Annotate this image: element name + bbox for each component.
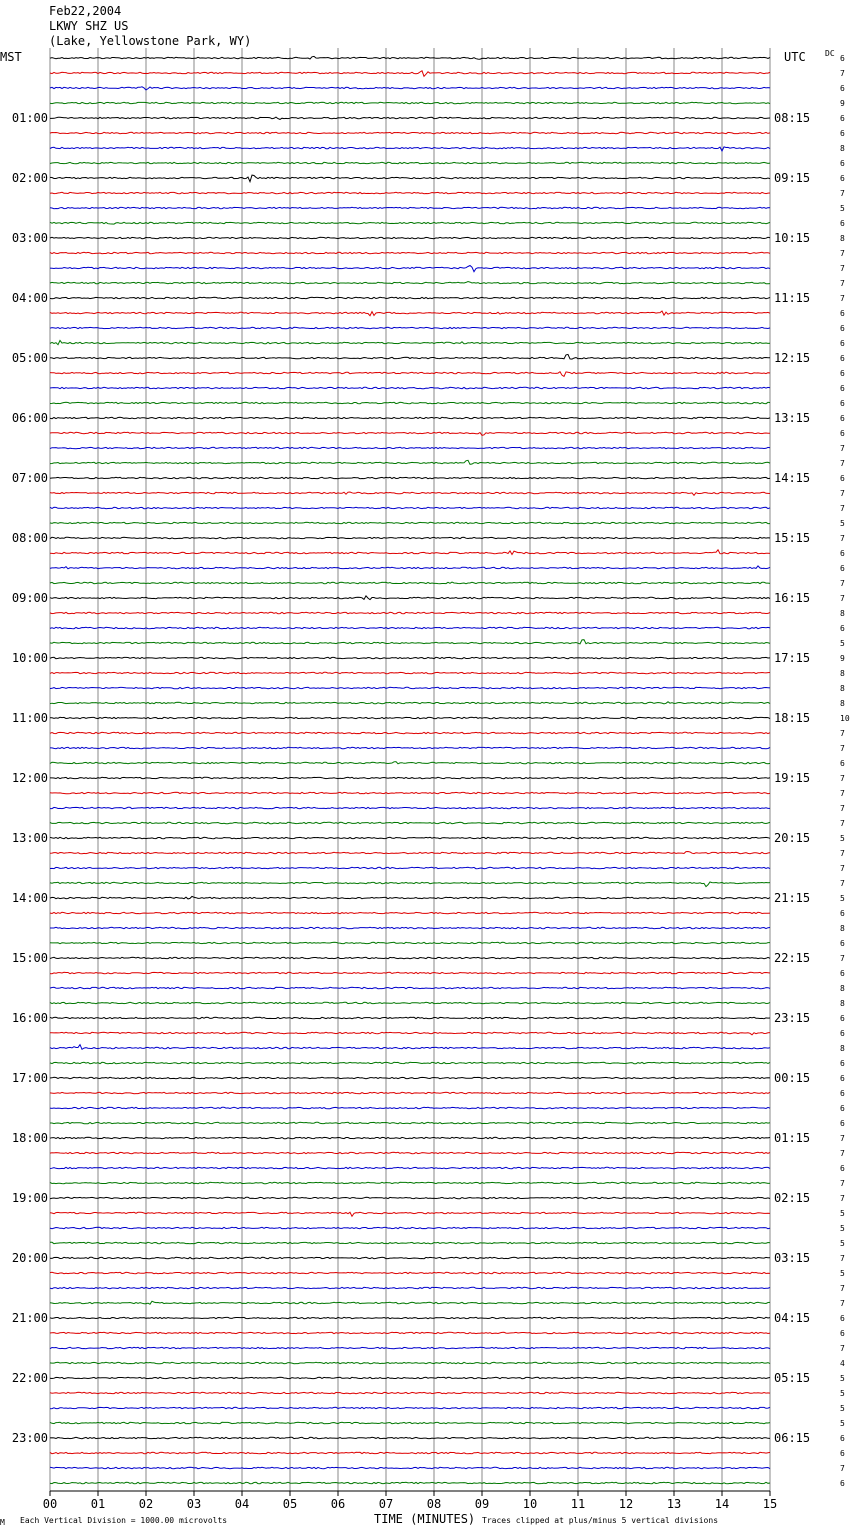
trace-line [50, 732, 770, 733]
dc-value: 7 [840, 744, 845, 753]
dc-value: 6 [840, 1479, 845, 1488]
trace-line [50, 1045, 770, 1050]
trace-line [50, 477, 770, 478]
dc-value: 8 [840, 924, 845, 933]
trace-line [50, 354, 770, 359]
dc-value: 6 [840, 384, 845, 393]
right-hour-label: 09:15 [774, 171, 811, 185]
trace-line [50, 612, 770, 613]
left-hour-label: 04:00 [11, 291, 48, 305]
dc-value: 10 [840, 714, 850, 723]
dc-value: 5 [840, 639, 845, 648]
trace-line [50, 1182, 770, 1183]
trace-line [50, 747, 770, 748]
left-hour-label: 18:00 [11, 1131, 48, 1145]
trace-line [50, 1332, 770, 1333]
left-hour-label: 05:00 [11, 351, 48, 365]
trace-line [50, 1122, 770, 1123]
left-hour-label: 20:00 [11, 1251, 48, 1265]
trace-line [50, 282, 770, 284]
dc-value: 8 [840, 984, 845, 993]
dc-value: 6 [840, 1434, 845, 1443]
dc-value: 7 [840, 864, 845, 873]
right-hour-label: 21:15 [774, 891, 811, 905]
left-hour-label: 22:00 [11, 1371, 48, 1385]
dc-value: 6 [840, 129, 845, 138]
trace-line [50, 311, 770, 316]
x-tick-label: 04 [234, 1497, 250, 1511]
right-hour-label: 22:15 [774, 951, 811, 965]
x-tick-label: 14 [714, 1497, 730, 1511]
clip-note: Traces clipped at plus/minus 5 vertical divisions [482, 1516, 719, 1525]
trace-line [50, 687, 770, 688]
dc-value: 7 [840, 1344, 845, 1353]
dc-value: 4 [840, 1359, 845, 1368]
dc-value: 6 [840, 414, 845, 423]
dc-value: 6 [840, 339, 845, 348]
trace-line [50, 1242, 770, 1243]
dc-value: 7 [840, 1179, 845, 1188]
dc-value: 7 [840, 594, 845, 603]
trace-line [50, 447, 770, 448]
trace-line [50, 927, 770, 928]
x-tick-label: 05 [282, 1497, 298, 1511]
right-hour-label: 08:15 [774, 111, 811, 125]
trace-line [50, 102, 770, 103]
trace-line [50, 822, 770, 823]
dc-value: 7 [840, 69, 845, 78]
dc-value: 5 [840, 1269, 845, 1278]
dc-value: 5 [840, 1374, 845, 1383]
x-tick-label: 15 [762, 1497, 778, 1511]
trace-line [50, 387, 770, 388]
trace-line [50, 792, 770, 793]
right-hour-label: 19:15 [774, 771, 811, 785]
dc-value: 6 [840, 429, 845, 438]
trace-line [50, 807, 770, 808]
dc-value: 6 [840, 1059, 845, 1068]
trace-line [50, 640, 770, 644]
right-hour-label: 03:15 [774, 1251, 811, 1265]
right-hour-label: 02:15 [774, 1191, 811, 1205]
trace-line [50, 1032, 770, 1035]
x-tick-label: 01 [90, 1497, 106, 1511]
dc-value: 7 [840, 504, 845, 513]
trace-line [50, 1347, 770, 1348]
trace-line [50, 56, 770, 59]
x-tick-label: 09 [474, 1497, 490, 1511]
right-hour-label: 04:15 [774, 1311, 811, 1325]
trace-line [50, 1482, 770, 1483]
corner-mark: M [0, 1518, 5, 1527]
dc-value: 7 [840, 789, 845, 798]
trace-line [50, 1287, 770, 1288]
trace-line [50, 1272, 770, 1273]
trace-line [50, 1301, 770, 1304]
right-hour-label: 23:15 [774, 1011, 811, 1025]
trace-line [50, 1137, 770, 1138]
dc-value: 5 [840, 1404, 845, 1413]
dc-value: 7 [840, 729, 845, 738]
trace-line [50, 1317, 770, 1318]
dc-value: 7 [840, 774, 845, 783]
dc-value: 5 [840, 894, 845, 903]
right-hour-label: 10:15 [774, 231, 811, 245]
trace-line [50, 1377, 770, 1378]
left-hour-label: 15:00 [11, 951, 48, 965]
right-hour-label: 01:15 [774, 1131, 811, 1145]
dc-value: 5 [840, 1209, 845, 1218]
trace-line [50, 957, 770, 958]
x-tick-label: 03 [186, 1497, 202, 1511]
trace-line [50, 1077, 770, 1078]
trace-line [50, 1152, 770, 1153]
dc-value: 8 [840, 999, 845, 1008]
dc-value: 7 [840, 534, 845, 543]
trace-line [50, 537, 770, 538]
trace-line [50, 972, 770, 973]
trace-line [50, 1437, 770, 1438]
left-hour-label: 11:00 [11, 711, 48, 725]
trace-line [50, 1212, 770, 1216]
trace-line [50, 896, 770, 899]
dc-value: 6 [840, 1014, 845, 1023]
dc-value: 6 [840, 309, 845, 318]
dc-value: 8 [840, 699, 845, 708]
trace-line [50, 1422, 770, 1423]
trace-line [50, 777, 770, 778]
dc-value: 6 [840, 939, 845, 948]
trace-line [50, 1467, 770, 1468]
trace-line [50, 192, 770, 193]
dc-value: 6 [840, 1089, 845, 1098]
x-tick-label: 13 [666, 1497, 682, 1511]
dc-value: 8 [840, 234, 845, 243]
dc-value: 7 [840, 804, 845, 813]
dc-value: 6 [840, 1314, 845, 1323]
dc-value: 7 [840, 579, 845, 588]
trace-line [50, 1017, 770, 1018]
left-hour-label: 17:00 [11, 1071, 48, 1085]
trace-line [50, 882, 770, 887]
trace-line [50, 1227, 770, 1228]
left-hour-label: 13:00 [11, 831, 48, 845]
trace-line [50, 837, 770, 838]
dc-value: 7 [840, 264, 845, 273]
trace-line [50, 71, 770, 77]
dc-value: 6 [840, 1164, 845, 1173]
trace-line [50, 460, 770, 464]
dc-value: 6 [840, 1329, 845, 1338]
dc-header-label: DC [825, 49, 835, 58]
left-hour-label: 02:00 [11, 171, 48, 185]
trace-line [50, 582, 770, 584]
chart-date: Feb22,2004 [49, 4, 122, 18]
right-timezone-label: UTC [784, 50, 806, 64]
trace-line [50, 507, 770, 508]
trace-line [50, 117, 770, 119]
left-hour-label: 01:00 [11, 111, 48, 125]
right-hour-label: 13:15 [774, 411, 811, 425]
trace-line [50, 1062, 770, 1063]
trace-line [50, 1107, 770, 1108]
right-hour-label: 05:15 [774, 1371, 811, 1385]
x-tick-label: 00 [42, 1497, 58, 1511]
trace-line [50, 87, 770, 90]
x-axis-title: TIME (MINUTES) [374, 1512, 476, 1526]
trace-line [50, 207, 770, 208]
trace-line [50, 1092, 770, 1093]
trace-line [50, 175, 770, 182]
x-tick-label: 06 [330, 1497, 346, 1511]
chart-station: LKWY SHZ US [49, 19, 129, 33]
left-hour-label: 10:00 [11, 651, 48, 665]
dc-value: 8 [840, 609, 845, 618]
trace-line [50, 717, 770, 718]
trace-line [50, 1407, 770, 1408]
right-hour-label: 12:15 [774, 351, 811, 365]
left-hour-label: 12:00 [11, 771, 48, 785]
trace-line [50, 912, 770, 913]
x-tick-label: 10 [522, 1497, 538, 1511]
dc-value: 5 [840, 834, 845, 843]
trace-line [50, 627, 770, 628]
trace-line [50, 492, 770, 495]
trace-line [50, 657, 770, 658]
left-hour-label: 23:00 [11, 1431, 48, 1445]
chart-location: (Lake, Yellowstone Park, WY) [49, 34, 252, 48]
trace-line [50, 297, 770, 298]
dc-value: 5 [840, 204, 845, 213]
trace-line [50, 132, 770, 134]
dc-value: 7 [840, 489, 845, 498]
x-tick-label: 07 [378, 1497, 394, 1511]
trace-line [50, 417, 770, 418]
left-hour-label: 09:00 [11, 591, 48, 605]
dc-value: 7 [840, 1149, 845, 1158]
trace-line [50, 550, 770, 555]
trace-line [50, 1452, 770, 1453]
right-hour-label: 16:15 [774, 591, 811, 605]
dc-value: 6 [840, 1074, 845, 1083]
scale-note: Each Vertical Division = 1000.00 microvolts [20, 1516, 228, 1525]
dc-value: 6 [840, 1449, 845, 1458]
right-hour-label: 20:15 [774, 831, 811, 845]
dc-value: 6 [840, 174, 845, 183]
trace-line [50, 596, 770, 600]
dc-value: 6 [840, 324, 845, 333]
trace-line [50, 266, 770, 272]
dc-value: 6 [840, 369, 845, 378]
dc-value: 6 [840, 909, 845, 918]
left-hour-label: 07:00 [11, 471, 48, 485]
trace-line [50, 852, 770, 854]
dc-value: 9 [840, 99, 845, 108]
trace-line [50, 162, 770, 163]
x-tick-label: 12 [618, 1497, 634, 1511]
dc-value: 6 [840, 564, 845, 573]
dc-value: 6 [840, 1119, 845, 1128]
dc-value: 7 [840, 1254, 845, 1263]
trace-line [50, 987, 770, 988]
dc-value: 7 [840, 279, 845, 288]
trace-line [50, 762, 770, 764]
trace-line [50, 867, 770, 868]
trace-line [50, 147, 770, 151]
left-hour-label: 21:00 [11, 1311, 48, 1325]
dc-value: 7 [840, 1194, 845, 1203]
x-tick-label: 02 [138, 1497, 154, 1511]
trace-line [50, 252, 770, 253]
trace-line [50, 237, 770, 238]
left-hour-label: 16:00 [11, 1011, 48, 1025]
dc-value: 6 [840, 1029, 845, 1038]
left-hour-label: 14:00 [11, 891, 48, 905]
trace-line [50, 1197, 770, 1198]
dc-value: 5 [840, 1239, 845, 1248]
trace-line [50, 402, 770, 403]
dc-value: 8 [840, 1044, 845, 1053]
dc-value: 7 [840, 849, 845, 858]
dc-value: 7 [840, 459, 845, 468]
left-hour-label: 19:00 [11, 1191, 48, 1205]
dc-value: 5 [840, 1389, 845, 1398]
right-hour-label: 15:15 [774, 531, 811, 545]
trace-line [50, 702, 770, 704]
dc-value: 7 [840, 444, 845, 453]
dc-value: 5 [840, 519, 845, 528]
dc-value: 7 [840, 249, 845, 258]
right-hour-label: 00:15 [774, 1071, 811, 1085]
dc-value: 8 [840, 684, 845, 693]
dc-value: 6 [840, 354, 845, 363]
dc-value: 6 [840, 474, 845, 483]
left-hour-label: 03:00 [11, 231, 48, 245]
dc-value: 6 [840, 54, 845, 63]
trace-line [50, 942, 770, 943]
dc-value: 7 [840, 1134, 845, 1143]
dc-value: 6 [840, 1104, 845, 1113]
trace-line [50, 432, 770, 435]
left-hour-label: 06:00 [11, 411, 48, 425]
trace-line [50, 1362, 770, 1363]
left-hour-label: 08:00 [11, 531, 48, 545]
right-hour-label: 14:15 [774, 471, 811, 485]
dc-value: 6 [840, 969, 845, 978]
dc-value: 5 [840, 1419, 845, 1428]
x-tick-label: 08 [426, 1497, 442, 1511]
x-tick-label: 11 [570, 1497, 586, 1511]
trace-line [50, 566, 770, 569]
left-timezone-label: MST [0, 50, 22, 64]
dc-value: 7 [840, 954, 845, 963]
trace-line [50, 1002, 770, 1003]
dc-value: 7 [840, 819, 845, 828]
trace-line [50, 1257, 770, 1258]
dc-value: 7 [840, 1464, 845, 1473]
trace-line [50, 327, 770, 328]
dc-value: 7 [840, 879, 845, 888]
trace-line [50, 372, 770, 377]
dc-value: 6 [840, 624, 845, 633]
dc-value: 6 [840, 549, 845, 558]
right-hour-label: 06:15 [774, 1431, 811, 1445]
dc-value: 7 [840, 1299, 845, 1308]
right-hour-label: 17:15 [774, 651, 811, 665]
dc-value: 5 [840, 1224, 845, 1233]
dc-value: 9 [840, 654, 845, 663]
trace-line [50, 1392, 770, 1393]
dc-value: 6 [840, 219, 845, 228]
dc-value: 7 [840, 189, 845, 198]
dc-value: 6 [840, 759, 845, 768]
trace-line [50, 222, 770, 224]
right-hour-label: 11:15 [774, 291, 811, 305]
dc-value: 6 [840, 114, 845, 123]
trace-line [50, 522, 770, 523]
right-hour-label: 18:15 [774, 711, 811, 725]
dc-value: 7 [840, 294, 845, 303]
dc-value: 7 [840, 1284, 845, 1293]
trace-line [50, 672, 770, 674]
trace-line [50, 341, 770, 345]
dc-value: 6 [840, 84, 845, 93]
dc-value: 6 [840, 159, 845, 168]
dc-value: 8 [840, 669, 845, 678]
trace-line [50, 1167, 770, 1168]
dc-value: 6 [840, 399, 845, 408]
dc-value: 8 [840, 144, 845, 153]
